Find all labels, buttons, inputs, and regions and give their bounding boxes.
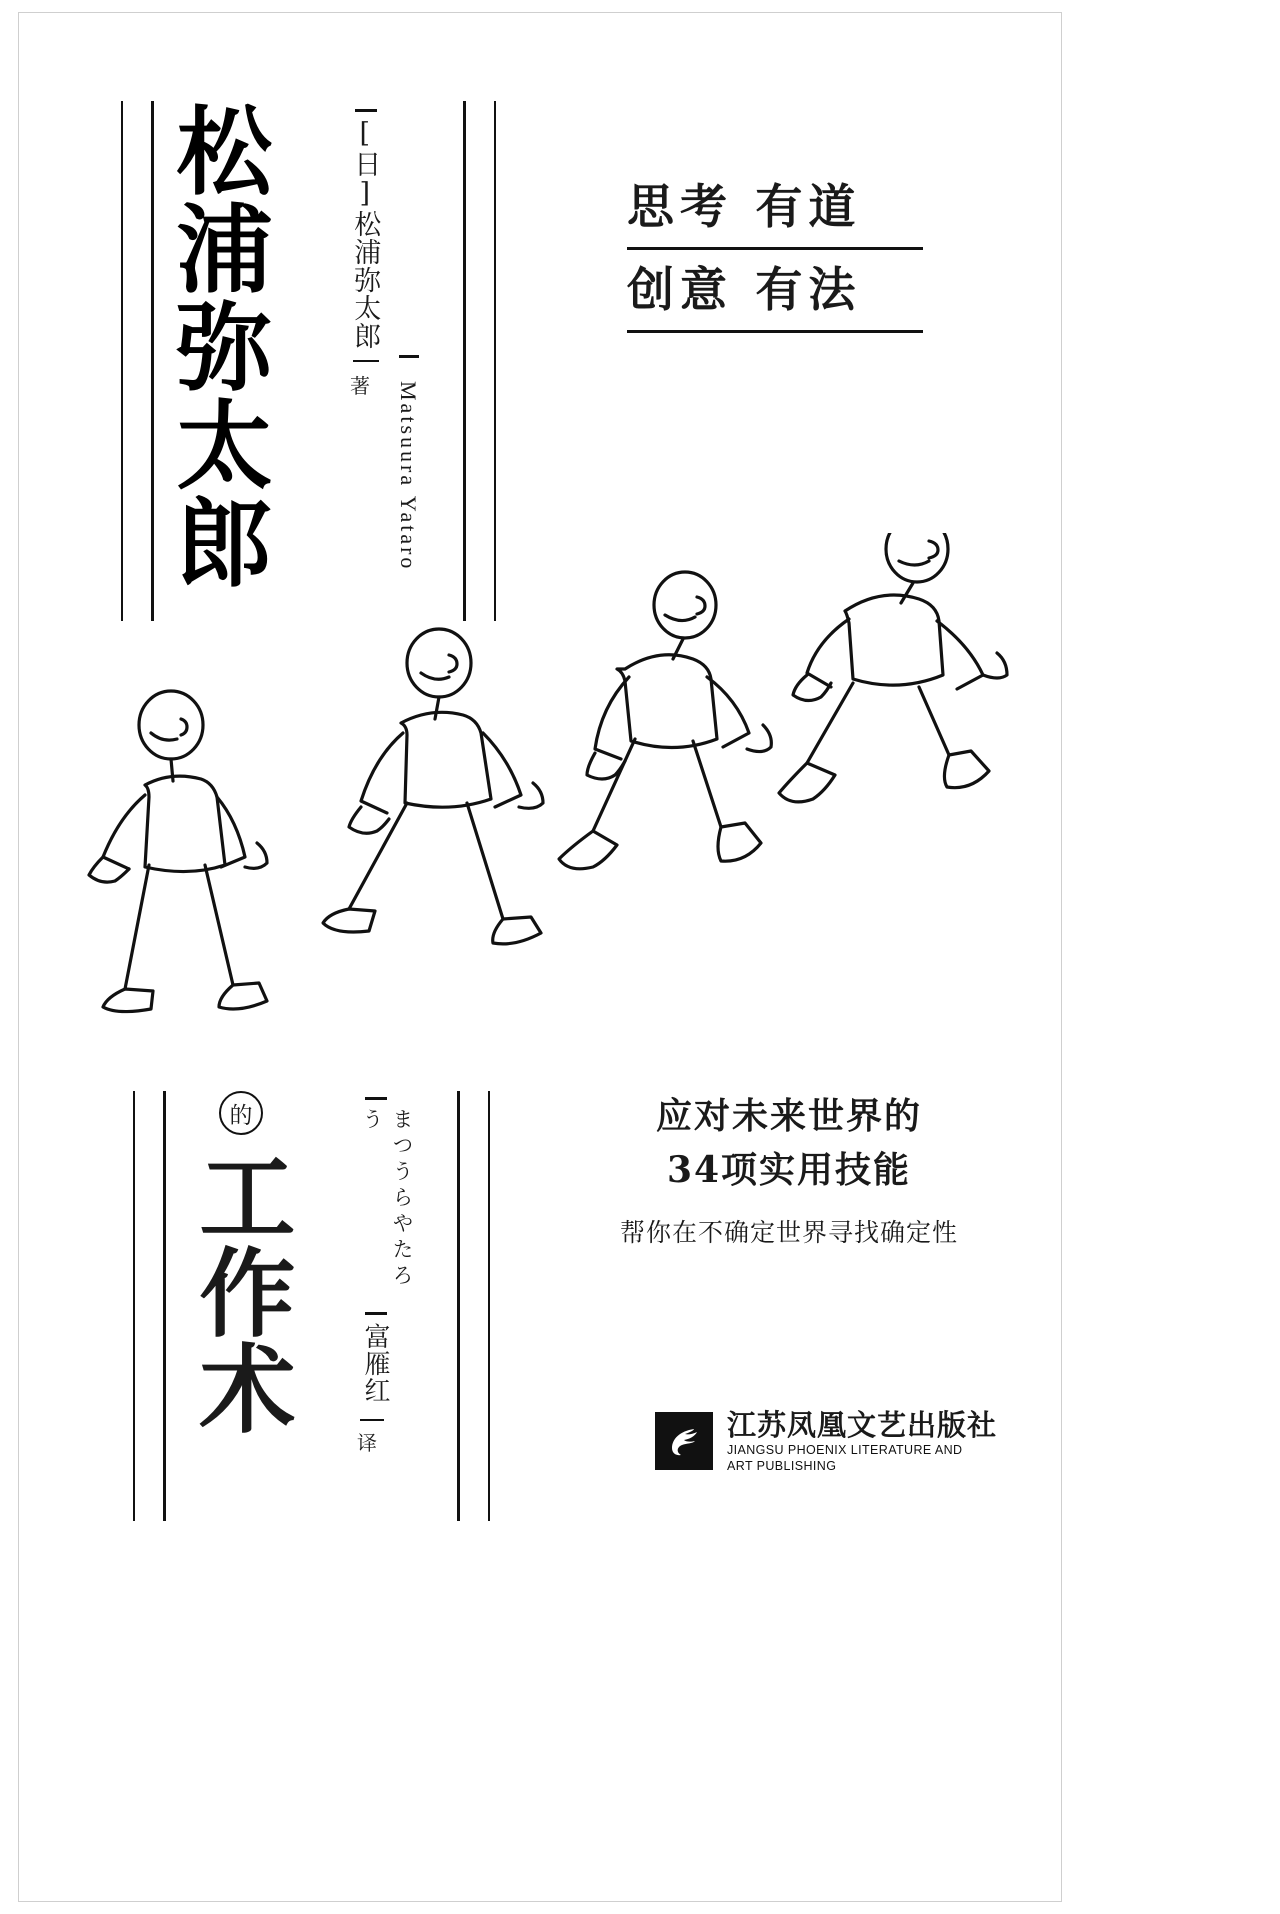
tagline-block: [627, 181, 947, 333]
subtitle-rule-right-outer: [488, 1091, 490, 1521]
figure-running-3: [559, 572, 771, 869]
author-name: [349, 118, 379, 350]
kana-dash: [365, 1097, 387, 1100]
tagline-line-1: 思考 有道: [627, 180, 862, 235]
book-cover: [18, 12, 1062, 1902]
figure-walking-2: [323, 629, 543, 944]
author-kana: まつうらやたろう: [360, 1108, 414, 1290]
blurb-line-1: 应对未来世界的: [655, 1095, 922, 1137]
publisher-name-cn: 江苏凤凰文艺出版社: [727, 1408, 998, 1442]
author-dash: [353, 360, 379, 362]
figure-running-4: [779, 533, 1007, 802]
blurb-line-2: 34项实用技能: [666, 1149, 912, 1191]
author-role: 著: [350, 374, 370, 398]
translator-rule: [360, 1419, 384, 1421]
particle-badge: 的: [219, 1091, 263, 1135]
tagline-line-2: 创意 有法: [627, 263, 862, 319]
translator-name: 富雁红: [360, 1323, 390, 1404]
tagline-rule-1: [627, 247, 923, 250]
page-title: 松浦弥太郎: [160, 101, 274, 591]
romaji-dash: [399, 355, 419, 358]
author-dash-top: [355, 109, 377, 112]
running-figures-illustration: [59, 533, 1019, 1073]
subtitle-rule-left-outer: [133, 1091, 135, 1521]
publisher-text: [727, 1407, 997, 1475]
translator-dash: [365, 1312, 387, 1315]
subtitle: 工作术: [183, 1147, 297, 1435]
subtitle-wrap: [180, 1091, 302, 1551]
publisher-block: [655, 1407, 997, 1475]
phoenix-logo-icon: [655, 1412, 713, 1470]
figure-walking-1: [89, 691, 267, 1012]
blurb-line-3: 帮你在不确定世界寻找确定性: [619, 1218, 958, 1247]
author-name-text: 松浦弥太郎: [349, 210, 381, 350]
author-romaji: Matsuura Yataro: [396, 381, 421, 572]
kana-translator-column: [355, 1097, 475, 1557]
subtitle-block: [119, 1091, 302, 1557]
translator-role: 译: [357, 1431, 377, 1455]
author-country-mark: [日]: [349, 118, 381, 210]
tagline-rule-2: [627, 330, 923, 333]
blurb-block: [589, 1089, 989, 1249]
publisher-name-en-line-2: ART PUBLISHING: [727, 1458, 837, 1473]
subtitle-rule-left-inner: [163, 1091, 166, 1521]
publisher-name-en-line-1: JIANGSU PHOENIX LITERATURE AND: [727, 1443, 963, 1458]
